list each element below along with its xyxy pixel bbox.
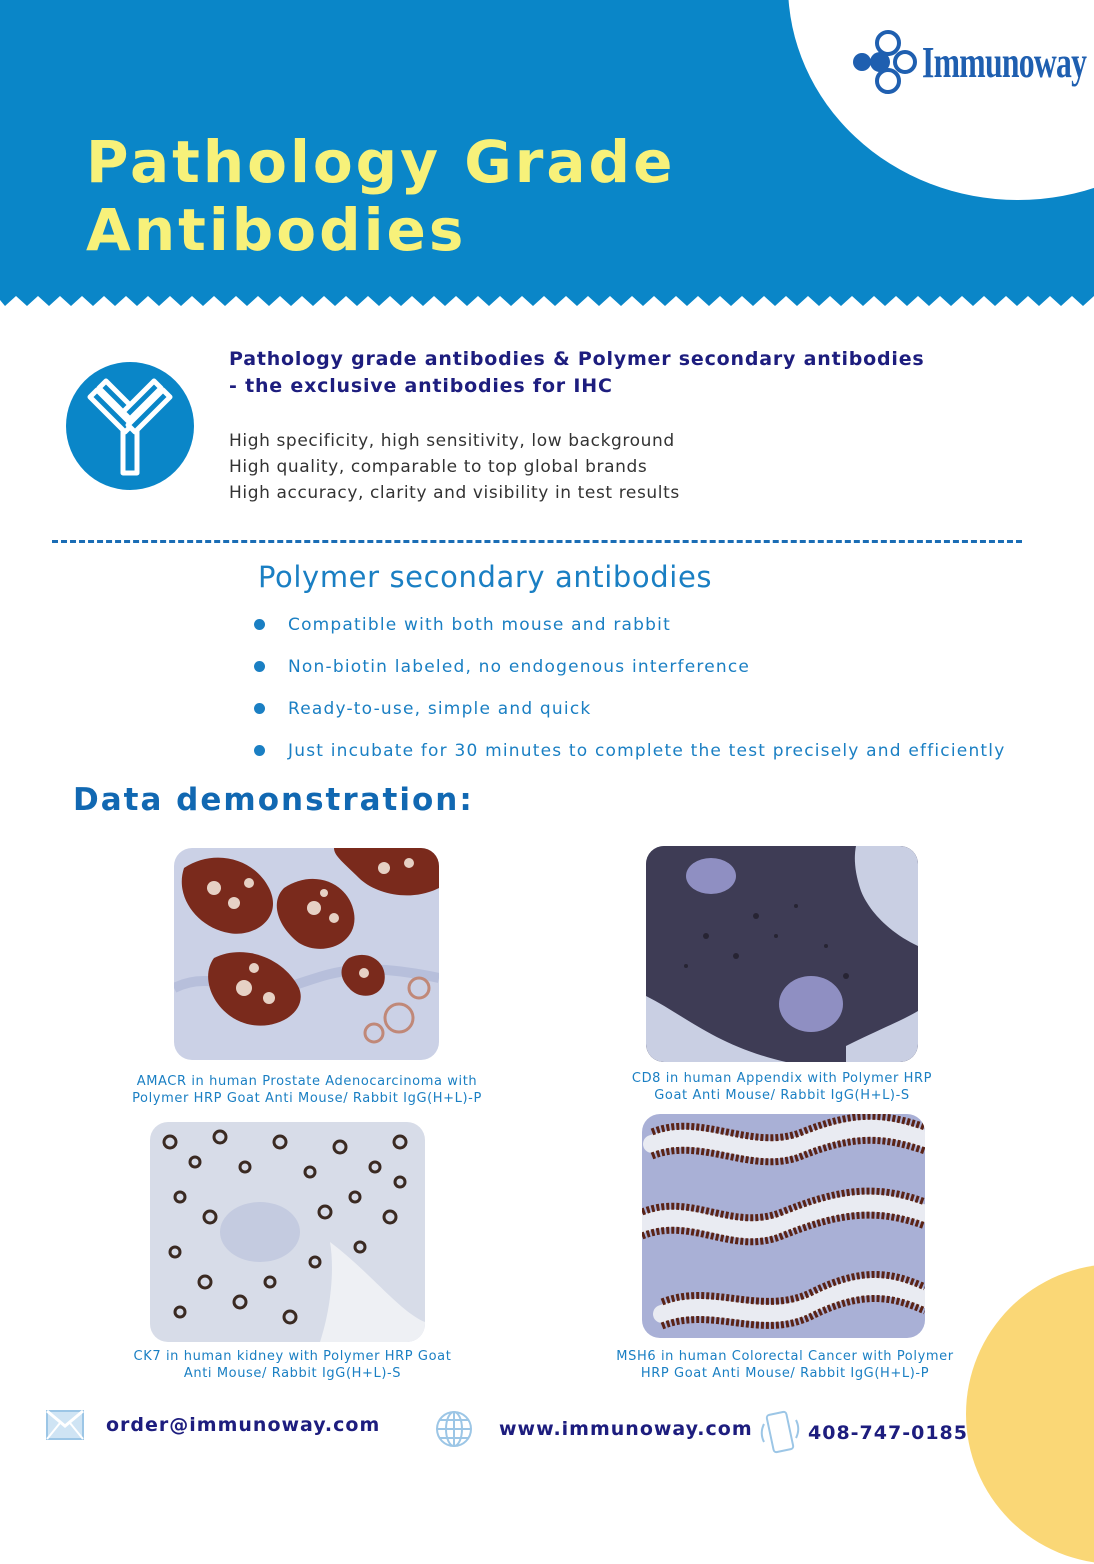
caption-line: CD8 in human Appendix with Polymer HRP <box>631 1071 933 1086</box>
data-demo-title: Data demonstration: <box>73 782 474 818</box>
caption-line: MSH6 in human Colorectal Cancer with Polymer <box>616 1349 954 1364</box>
molecule-circles-icon <box>852 30 918 94</box>
brand-name: Immunoway <box>922 37 1087 87</box>
brand-logo <box>852 30 1094 94</box>
tissue-micrograph-icon <box>646 846 918 1062</box>
bullet-text: Compatible with both mouse and rabbit <box>288 615 671 635</box>
bullet-dot-icon <box>254 703 265 714</box>
feature-item: High quality, comparable to top global brands <box>229 457 648 477</box>
bullet-dot-icon <box>254 661 265 672</box>
caption-amacr <box>94 1073 520 1107</box>
website-link[interactable]: www.immunoway.com <box>499 1418 753 1440</box>
bullet-item <box>254 612 1005 654</box>
micrograph-msh6 <box>642 1114 925 1338</box>
polymer-bullet-list <box>254 612 1005 780</box>
contact-website[interactable] <box>435 1410 753 1448</box>
phone-icon <box>760 1410 800 1456</box>
caption-line: Anti Mouse/ Rabbit IgG(H+L)-S <box>183 1366 402 1381</box>
page-title <box>86 128 675 264</box>
email-link[interactable]: order@immunoway.com <box>106 1414 381 1436</box>
caption-line: CK7 in human kidney with Polymer HRP Goat <box>133 1349 452 1364</box>
intro-heading <box>229 346 925 400</box>
bullet-dot-icon <box>254 619 265 630</box>
micrograph-ck7 <box>150 1122 425 1342</box>
tissue-micrograph-icon <box>150 1122 425 1342</box>
caption-line: HRP Goat Anti Mouse/ Rabbit IgG(H+L)-P <box>640 1366 930 1381</box>
zigzag-edge <box>0 290 1094 314</box>
contact-email[interactable] <box>46 1410 380 1440</box>
page-title-line-2: Antibodies <box>86 196 467 264</box>
caption-cd8 <box>597 1070 967 1104</box>
contact-phone[interactable] <box>760 1410 968 1456</box>
bullet-item <box>254 696 1005 738</box>
caption-msh6 <box>585 1348 985 1382</box>
bullet-dot-icon <box>254 745 265 756</box>
intro-heading-line-2: - the exclusive antibodies for IHC <box>229 375 613 397</box>
bullet-text: Just incubate for 30 minutes to complete the test precisely and efficiently <box>288 741 1006 761</box>
micrograph-amacr <box>174 848 439 1060</box>
antibody-icon <box>66 362 194 490</box>
micrograph-cd8 <box>646 846 918 1062</box>
caption-line: AMACR in human Prostate Adenocarcinoma with <box>136 1074 478 1089</box>
caption-ck7 <box>100 1348 485 1382</box>
bullet-text: Non-biotin labeled, no endogenous interference <box>288 657 751 677</box>
intro-heading-line-1: Pathology grade antibodies & Polymer secondary antibodies <box>229 348 925 370</box>
feature-list <box>229 428 680 506</box>
antibody-badge <box>66 362 194 490</box>
corner-accent-circle <box>966 1264 1094 1564</box>
polymer-section-title: Polymer secondary antibodies <box>258 560 713 594</box>
tissue-micrograph-icon <box>174 848 439 1060</box>
globe-icon <box>435 1410 473 1448</box>
bullet-item <box>254 654 1005 696</box>
feature-item: High specificity, high sensitivity, low background <box>229 431 675 451</box>
section-divider <box>52 540 1022 543</box>
envelope-icon <box>46 1410 84 1440</box>
caption-line: Polymer HRP Goat Anti Mouse/ Rabbit IgG(H+L)-P <box>132 1091 482 1106</box>
bullet-item <box>254 738 1005 780</box>
caption-line: Goat Anti Mouse/ Rabbit IgG(H+L)-S <box>654 1088 910 1103</box>
phone-number[interactable]: 408-747-0185 <box>808 1422 968 1444</box>
tissue-micrograph-icon <box>642 1114 925 1338</box>
bullet-text: Ready-to-use, simple and quick <box>288 699 592 719</box>
feature-item: High accuracy, clarity and visibility in test results <box>229 483 680 503</box>
page-title-line-1: Pathology Grade <box>86 128 676 196</box>
